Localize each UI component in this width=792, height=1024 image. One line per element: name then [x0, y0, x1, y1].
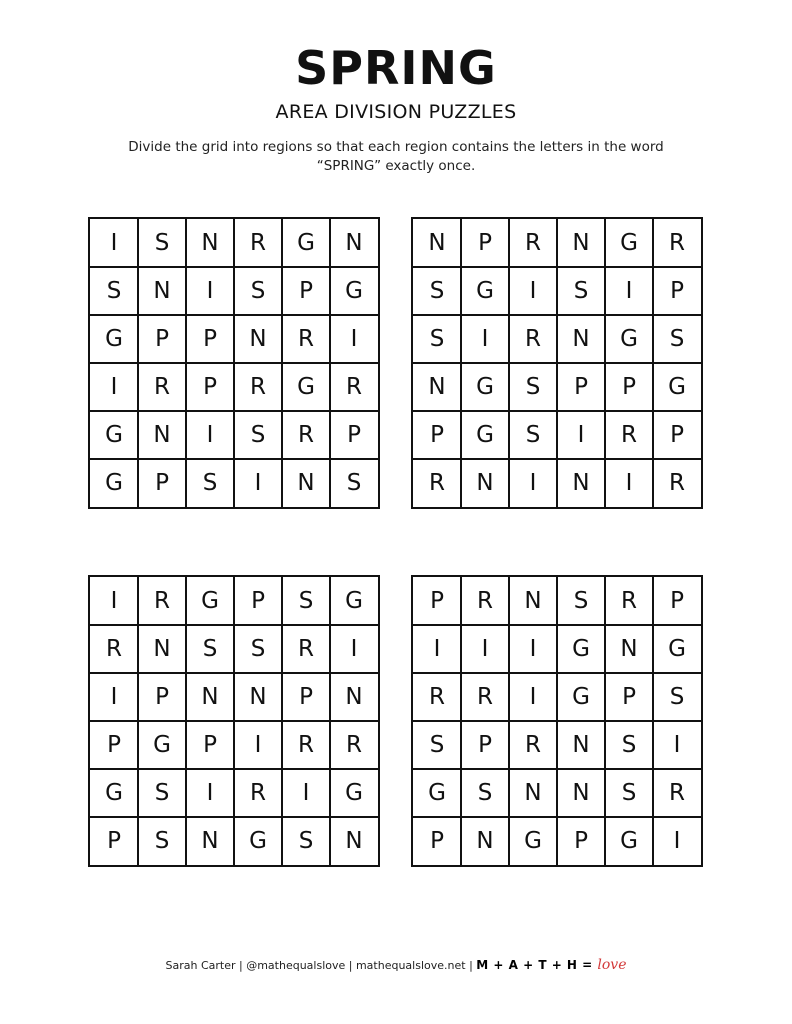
grid-cell: I	[604, 266, 654, 316]
grid-cell: R	[281, 720, 331, 770]
grid-cell: G	[185, 576, 235, 626]
grid-cell: P	[556, 816, 606, 866]
grid-cell: P	[89, 816, 139, 866]
grid-cell: I	[508, 624, 558, 674]
grid-cell: R	[233, 768, 283, 818]
grid-cell: I	[281, 768, 331, 818]
grid-cell: S	[412, 720, 462, 770]
grid-cell: I	[89, 218, 139, 268]
grid-cell: S	[412, 266, 462, 316]
grid-cell: G	[604, 314, 654, 364]
grid-cell: G	[556, 672, 606, 722]
grid-cell: G	[652, 362, 702, 412]
grid-cell: R	[137, 362, 187, 412]
grid-cell: S	[233, 410, 283, 460]
instructions: Divide the grid into regions so that each region contains the letters in the word “SPRING” exactly once.	[128, 139, 664, 174]
grid-cell: S	[137, 816, 187, 866]
grid-cell: N	[233, 672, 283, 722]
grid-cell: N	[508, 768, 558, 818]
grid-cell: R	[604, 576, 654, 626]
grid-cell: P	[412, 816, 462, 866]
grid-cell: P	[137, 458, 187, 508]
grid-cell: G	[604, 816, 654, 866]
grid-cell: G	[89, 410, 139, 460]
grid-cell: I	[508, 672, 558, 722]
grid-cell: I	[89, 362, 139, 412]
grid-cell: I	[508, 458, 558, 508]
grid-cell: G	[460, 362, 510, 412]
grid-cell: I	[185, 768, 235, 818]
puzzle-grid-4	[411, 575, 703, 867]
grid-cell: S	[233, 266, 283, 316]
grid-cell: I	[89, 576, 139, 626]
grid-cell: I	[460, 314, 510, 364]
grid-cell: G	[89, 768, 139, 818]
grid-cell: N	[460, 816, 510, 866]
grid-cell: P	[604, 672, 654, 722]
page-title: SPRING	[295, 41, 497, 95]
puzzle-grid-3	[88, 575, 380, 867]
grid-cell: G	[89, 458, 139, 508]
grid-cell: S	[89, 266, 139, 316]
grid-cell: P	[89, 720, 139, 770]
grid-cell: S	[281, 816, 331, 866]
grid-cell: N	[281, 458, 331, 508]
grid-cell: R	[281, 314, 331, 364]
grid-cell: R	[508, 218, 558, 268]
grid-cell: G	[281, 362, 331, 412]
grid-cell: G	[281, 218, 331, 268]
grid-cell: R	[508, 720, 558, 770]
grid-cell: R	[412, 458, 462, 508]
puzzle-grid-2	[411, 217, 703, 509]
grid-cell: I	[185, 266, 235, 316]
grid-cell: P	[652, 410, 702, 460]
grid-cell: I	[329, 624, 379, 674]
grid-cell: N	[185, 816, 235, 866]
grid-cell: S	[412, 314, 462, 364]
grid-cell: G	[89, 314, 139, 364]
grid-cell: S	[137, 768, 187, 818]
grid-cell: I	[604, 458, 654, 508]
grid-cell: N	[412, 218, 462, 268]
grid-cell: S	[508, 362, 558, 412]
grid-cell: S	[137, 218, 187, 268]
grid-cell: R	[137, 576, 187, 626]
grid-cell: R	[460, 672, 510, 722]
grid-cell: R	[281, 624, 331, 674]
grid-cell: N	[185, 218, 235, 268]
grid-cell: R	[460, 576, 510, 626]
grid-cell: S	[556, 266, 606, 316]
grid-cell: N	[556, 720, 606, 770]
grid-cell: G	[412, 768, 462, 818]
grid-cell: I	[412, 624, 462, 674]
grid-cell: N	[233, 314, 283, 364]
grid-cell: S	[652, 314, 702, 364]
grid-cell: N	[329, 672, 379, 722]
grid-cell: N	[460, 458, 510, 508]
grid-cell: I	[233, 720, 283, 770]
grid-cell: P	[137, 314, 187, 364]
grid-cell: P	[652, 266, 702, 316]
grid-cell: R	[652, 458, 702, 508]
grid-cell: P	[185, 362, 235, 412]
grid-cell: I	[652, 720, 702, 770]
grid-cell: P	[652, 576, 702, 626]
grid-cell: I	[460, 624, 510, 674]
grid-cell: S	[652, 672, 702, 722]
grid-cell: R	[329, 720, 379, 770]
grid-cell: I	[185, 410, 235, 460]
grid-cell: P	[281, 672, 331, 722]
grid-cell: G	[460, 266, 510, 316]
grid-cell: N	[329, 218, 379, 268]
grid-cell: P	[412, 410, 462, 460]
grid-cell: S	[460, 768, 510, 818]
grid-cell: G	[556, 624, 606, 674]
grid-cell: S	[185, 624, 235, 674]
grid-cell: P	[329, 410, 379, 460]
grid-cell: P	[185, 314, 235, 364]
footer	[0, 957, 792, 973]
grid-cell: N	[604, 624, 654, 674]
grid-cell: R	[281, 410, 331, 460]
footer-author: Sarah Carter	[165, 959, 236, 972]
grid-cell: R	[604, 410, 654, 460]
grid-cell: N	[137, 624, 187, 674]
footer-website: mathequalslove.net	[355, 959, 466, 972]
grid-cell: S	[604, 720, 654, 770]
grid-cell: P	[460, 218, 510, 268]
grid-cell: P	[412, 576, 462, 626]
page-subtitle: AREA DIVISION PUZZLES	[275, 101, 517, 123]
grid-cell: N	[137, 266, 187, 316]
footer-separator: |	[345, 959, 356, 972]
grid-cell: S	[329, 458, 379, 508]
grid-cell: I	[508, 266, 558, 316]
grid-cell: R	[233, 362, 283, 412]
grid-cell: G	[233, 816, 283, 866]
grid-cell: N	[556, 768, 606, 818]
grid-cell: G	[604, 218, 654, 268]
grid-cell: P	[185, 720, 235, 770]
grid-cell: S	[185, 458, 235, 508]
grid-cell: P	[281, 266, 331, 316]
grid-cell: G	[652, 624, 702, 674]
grid-cell: S	[556, 576, 606, 626]
grid-cell: I	[652, 816, 702, 866]
grid-cell: I	[556, 410, 606, 460]
grid-cell: N	[329, 816, 379, 866]
grid-cell: N	[556, 314, 606, 364]
grid-cell: I	[89, 672, 139, 722]
grid-cell: G	[329, 576, 379, 626]
footer-separator: |	[465, 959, 477, 972]
grid-cell: N	[556, 458, 606, 508]
grid-cell: R	[412, 672, 462, 722]
grid-cell: P	[556, 362, 606, 412]
grid-cell: I	[233, 458, 283, 508]
grid-cell: R	[89, 624, 139, 674]
grid-cell: P	[137, 672, 187, 722]
grid-cell: R	[233, 218, 283, 268]
grid-cell: N	[137, 410, 187, 460]
footer-love-logo: love	[597, 957, 627, 973]
grid-cell: S	[281, 576, 331, 626]
grid-cell: P	[604, 362, 654, 412]
grid-cell: N	[412, 362, 462, 412]
grid-cell: S	[604, 768, 654, 818]
grid-cell: G	[329, 266, 379, 316]
puzzle-grid-1	[88, 217, 380, 509]
grid-cell: P	[460, 720, 510, 770]
grid-cell: R	[652, 218, 702, 268]
grid-cell: G	[460, 410, 510, 460]
grid-cell: R	[652, 768, 702, 818]
footer-handle: @mathequalslove	[246, 959, 346, 972]
grid-cell: N	[556, 218, 606, 268]
grid-cell: P	[233, 576, 283, 626]
footer-separator: |	[235, 959, 247, 972]
grid-cell: R	[329, 362, 379, 412]
grid-cell: S	[233, 624, 283, 674]
grid-cell: G	[329, 768, 379, 818]
grid-cell: G	[508, 816, 558, 866]
grid-cell: N	[508, 576, 558, 626]
grid-cell: R	[508, 314, 558, 364]
grid-cell: N	[185, 672, 235, 722]
grid-cell: S	[508, 410, 558, 460]
footer-brand: M + A + T + H =	[476, 958, 598, 972]
grid-cell: I	[329, 314, 379, 364]
grid-cell: G	[137, 720, 187, 770]
